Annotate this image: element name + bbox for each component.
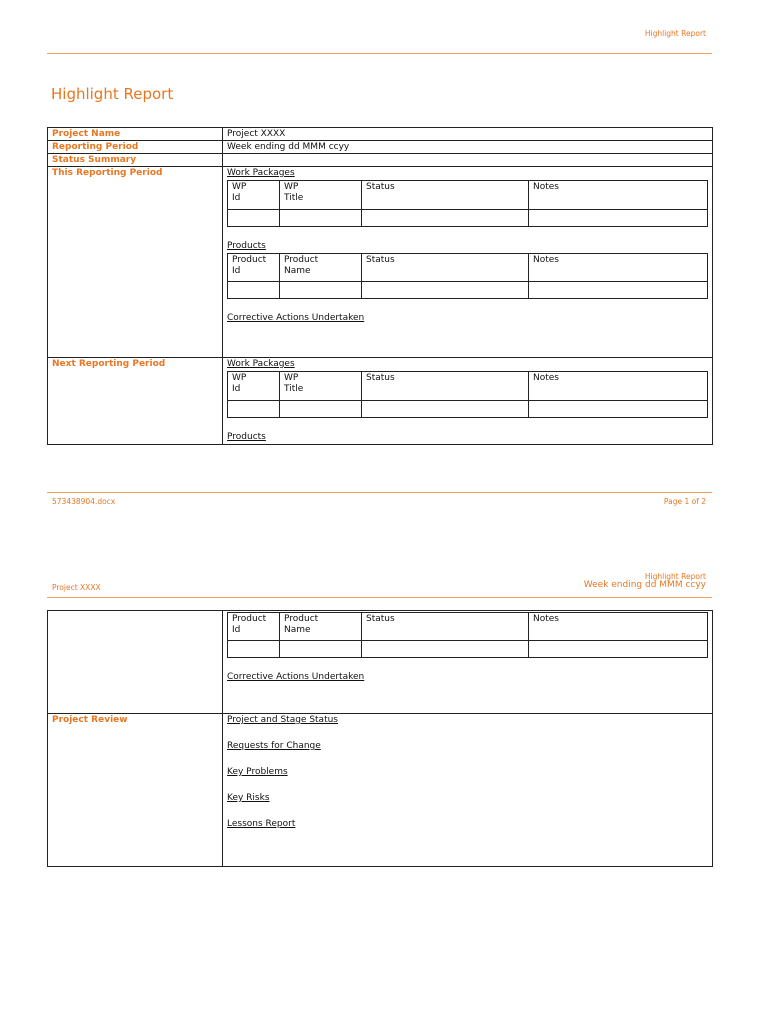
wp-id-header: WP Id (228, 372, 280, 401)
footer-page-number: Page 1 of 2 (663, 497, 706, 506)
review-item-key-risks: Key Risks (227, 793, 270, 803)
project-review-label: Project Review (48, 714, 223, 867)
products-heading: Products (227, 241, 266, 251)
row-next-period-continued (48, 611, 713, 714)
notes-header: Notes (529, 372, 708, 401)
project-name-label: Project Name (48, 128, 223, 141)
page2-header-project: Project XXXX (52, 583, 101, 592)
notes-header: Notes (529, 181, 708, 210)
products-table (227, 612, 708, 658)
corrective-actions-heading: Corrective Actions Undertaken (227, 672, 365, 682)
work-packages-heading: Work Packages (227, 168, 295, 178)
row-reporting-period (48, 141, 713, 154)
wp-id-header: WP Id (228, 181, 280, 210)
project-review-content (223, 714, 713, 867)
next-period-content-continued (223, 611, 713, 714)
this-period-content (223, 167, 713, 358)
report-table (47, 127, 713, 445)
header-divider (47, 53, 712, 54)
table-row (228, 181, 708, 210)
page2-header-title: Highlight Report (644, 572, 706, 581)
row-this-period (48, 167, 713, 358)
row-project-review (48, 714, 713, 867)
next-period-label: Next Reporting Period (48, 358, 223, 445)
review-item-lessons-report: Lessons Report (227, 819, 296, 829)
row-next-period (48, 358, 713, 445)
project-name-value[interactable]: Project XXXX (223, 128, 713, 141)
notes-header: Notes (529, 613, 708, 641)
table-row[interactable] (228, 641, 708, 658)
table-row[interactable] (228, 401, 708, 418)
work-packages-table (227, 180, 708, 227)
page-header-title: Highlight Report (644, 29, 706, 38)
product-name-header: Product Name (280, 254, 362, 282)
reporting-period-label: Reporting Period (48, 141, 223, 154)
status-header: Status (362, 613, 529, 641)
status-summary-label: Status Summary (48, 154, 223, 167)
work-packages-table (227, 371, 708, 418)
table-row (228, 372, 708, 401)
product-id-header: Product Id (228, 254, 280, 282)
page2-header-divider (47, 597, 712, 598)
work-packages-heading: Work Packages (227, 359, 295, 369)
this-period-label: This Reporting Period (48, 167, 223, 358)
product-name-header: Product Name (280, 613, 362, 641)
review-item-project-stage-status: Project and Stage Status (227, 715, 338, 725)
row-status-summary (48, 154, 713, 167)
wp-title-header: WP Title (280, 372, 362, 401)
table-row[interactable] (228, 210, 708, 227)
empty-label-cell (48, 611, 223, 714)
products-heading: Products (227, 432, 266, 442)
review-item-requests-for-change: Requests for Change (227, 741, 321, 751)
next-period-content (223, 358, 713, 445)
review-item-key-problems: Key Problems (227, 767, 288, 777)
product-id-header: Product Id (228, 613, 280, 641)
page-title: Highlight Report (51, 85, 174, 103)
reporting-period-value[interactable]: Week ending dd MMM ccyy (223, 141, 713, 154)
status-header: Status (362, 181, 529, 210)
status-header: Status (362, 254, 529, 282)
notes-header: Notes (529, 254, 708, 282)
status-summary-value[interactable] (223, 154, 713, 167)
table-row[interactable] (228, 282, 708, 299)
footer-divider (47, 492, 712, 493)
row-project-name (48, 128, 713, 141)
status-header: Status (362, 372, 529, 401)
table-row (228, 613, 708, 641)
footer-filename: 573438904.docx (52, 497, 116, 506)
products-table (227, 253, 708, 299)
wp-title-header: WP Title (280, 181, 362, 210)
corrective-actions-heading: Corrective Actions Undertaken (227, 313, 365, 323)
table-row (228, 254, 708, 282)
report-table-continued (47, 610, 713, 867)
page2-header-period: Week ending dd MMM ccyy (583, 580, 706, 590)
